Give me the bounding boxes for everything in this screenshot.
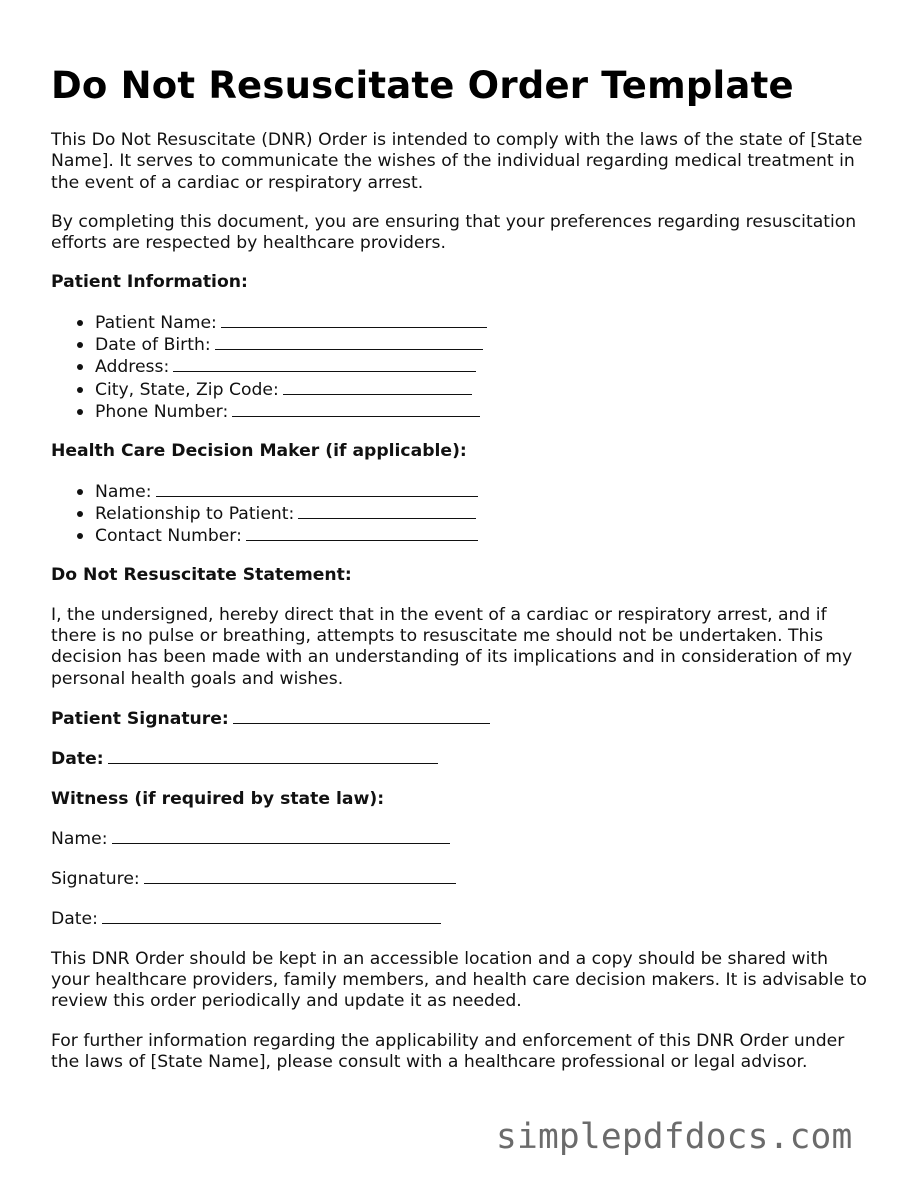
relationship-field[interactable] bbox=[298, 503, 476, 519]
list-item bbox=[95, 503, 871, 525]
witness-name-field[interactable] bbox=[112, 828, 450, 844]
patient-signature-label: Patient Signature: bbox=[51, 708, 229, 729]
patient-date-label: Date: bbox=[51, 749, 104, 770]
page-title: Do Not Resuscitate Order Template bbox=[51, 64, 794, 107]
city-state-zip-field[interactable] bbox=[283, 379, 472, 395]
address-field[interactable] bbox=[173, 356, 476, 372]
patient-date-field[interactable] bbox=[108, 748, 438, 764]
list-item bbox=[95, 401, 871, 423]
witness-date-label: Date: bbox=[51, 909, 98, 930]
watermark-text: simplepdfdocs.com bbox=[496, 1117, 853, 1157]
witness-date-row bbox=[51, 908, 871, 930]
closing-paragraph-1: This DNR Order should be kept in an accessible location and a copy should be shared with your healthcare providers, family members, and health care decision makers. It is advisable to review this order periodically and update it as needed. bbox=[51, 948, 867, 1012]
list-item bbox=[95, 312, 871, 334]
intro-paragraph-1: This Do Not Resuscitate (DNR) Order is intended to comply with the laws of the state of [State Name]. It serves to communicate the wishes of the individual regarding medical treatment in the event of a cardiac or respiratory arrest. bbox=[51, 130, 863, 193]
decision-maker-heading: Health Care Decision Maker (if applicable): bbox=[51, 441, 467, 462]
decision-maker-name-field[interactable] bbox=[156, 481, 478, 497]
witness-name-label: Name: bbox=[51, 828, 108, 849]
address-label: Address: bbox=[95, 357, 170, 378]
document-page bbox=[51, 62, 871, 1091]
patient-signature-row bbox=[51, 708, 871, 730]
witness-signature-row bbox=[51, 868, 871, 890]
statement-heading: Do Not Resuscitate Statement: bbox=[51, 565, 352, 586]
decision-maker-list bbox=[51, 481, 871, 548]
witness-heading: Witness (if required by state law): bbox=[51, 788, 385, 809]
intro-paragraph-2: By completing this document, you are ensuring that your preferences regarding resuscitation efforts are respected by healthcare providers. bbox=[51, 211, 857, 254]
patient-info-heading: Patient Information: bbox=[51, 272, 248, 293]
patient-info-list bbox=[51, 312, 871, 423]
city-state-zip-label: City, State, Zip Code: bbox=[95, 379, 279, 400]
date-of-birth-label: Date of Birth: bbox=[95, 335, 211, 356]
witness-date-field[interactable] bbox=[102, 908, 441, 924]
patient-name-field[interactable] bbox=[221, 312, 487, 328]
list-item bbox=[95, 481, 871, 503]
closing-paragraph-2: For further information regarding the applicability and enforcement of this DNR Order under the laws of [State Name], please consult with a healthcare professional or legal advisor. bbox=[51, 1030, 845, 1072]
witness-signature-label: Signature: bbox=[51, 869, 140, 890]
statement-paragraph: I, the undersigned, hereby direct that in the event of a cardiac or respiratory arrest, and if there is no pulse or breathing, attempts to resuscitate me should not be undertaken. This decision has been made with an understanding of its implications and in consideration of my personal health goals and wishes. bbox=[51, 604, 853, 689]
patient-name-label: Patient Name: bbox=[95, 312, 217, 333]
phone-number-label: Phone Number: bbox=[95, 401, 229, 422]
phone-number-field[interactable] bbox=[232, 401, 480, 417]
decision-maker-name-label: Name: bbox=[95, 481, 152, 502]
date-of-birth-field[interactable] bbox=[215, 334, 483, 350]
contact-number-field[interactable] bbox=[246, 525, 478, 541]
list-item bbox=[95, 334, 871, 356]
contact-number-label: Contact Number: bbox=[95, 526, 242, 547]
list-item bbox=[95, 525, 871, 547]
list-item bbox=[95, 379, 871, 401]
witness-name-row bbox=[51, 828, 871, 850]
patient-signature-field[interactable] bbox=[233, 708, 490, 724]
patient-date-row bbox=[51, 748, 871, 770]
relationship-label: Relationship to Patient: bbox=[95, 503, 295, 524]
witness-signature-field[interactable] bbox=[144, 868, 456, 884]
list-item bbox=[95, 356, 871, 378]
